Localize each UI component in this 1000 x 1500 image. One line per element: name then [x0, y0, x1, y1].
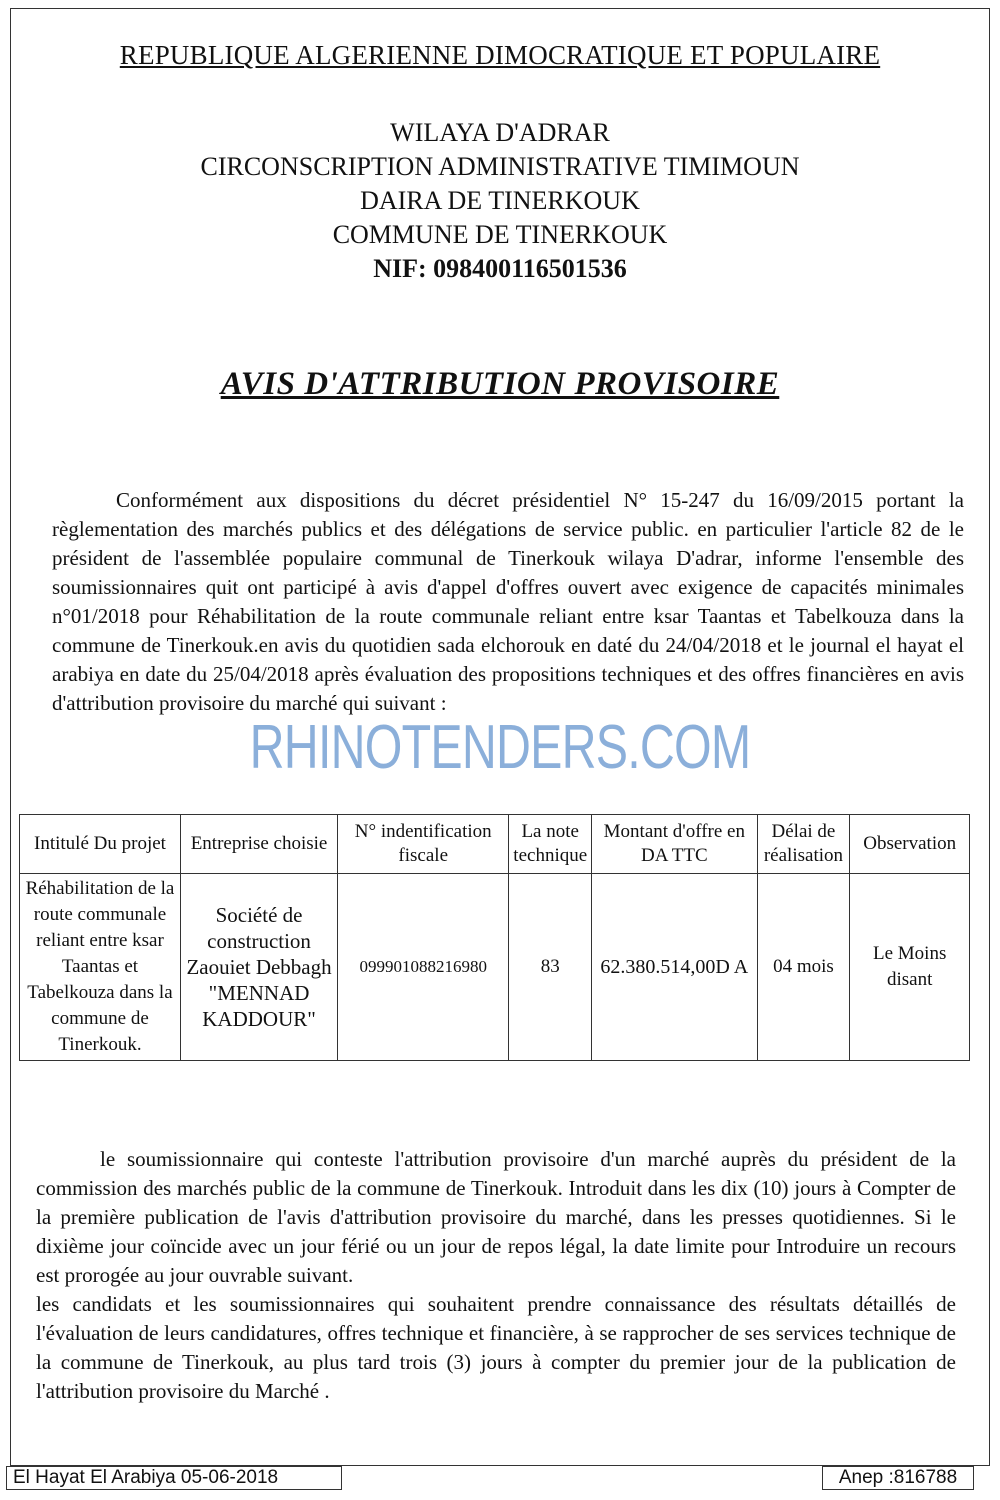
conclusion-block [36, 1145, 956, 1406]
authority-block [0, 116, 1000, 286]
header-intitule: Intitulé Du projet [20, 815, 181, 874]
daira-line: DAIRA DE TINERKOUK [360, 186, 640, 215]
table-row [20, 874, 970, 1061]
cell-observation: Le Moins disant [850, 874, 970, 1061]
republic-heading: REPUBLIQUE ALGERIENNE DIMOCRATIQUE ET POPULAIRE [119, 40, 881, 70]
cell-intitule: Réhabilitation de la route communale reliant entre ksar Taantas et Tabelkouza dans la commune de Tinerkouk. [20, 874, 181, 1061]
commune-line: COMMUNE DE TINERKOUK [332, 220, 668, 249]
nif-line: NIF: 098400116501536 [373, 254, 627, 283]
header-observation: Observation [850, 815, 970, 874]
intro-paragraph: Conformément aux dispositions du décret présidentiel N° 15-247 du 16/09/2015 portant la règlementation des marchés publics et des délégations de service public. en particulier l'article 82 de le président de l'assemblée populaire communal de Tinerkouk wilaya D'adrar, informe l'ensemble des soumissionnaires quit ont participé à avis d'appel d'offres ouvert avec exigence de capacités minimales n°01/2018 pour Réhabilitation de la route communale reliant entre ksar Taantas et Tabelkouza dans la commune de Tinerkouk.en avis du quotidien sada elchorouk en daté du 24/04/2018 et le journal el hayat el arabiya en date du 25/04/2018 après évaluation des propositions techniques et des offres financières en avis d'attribution provisoire du marché qui suivant : [52, 488, 964, 715]
circonscription-line: CIRCONSCRIPTION ADMINISTRATIVE TIMIMOUN [200, 152, 800, 181]
header-identification: N° indentification fiscale [338, 815, 509, 874]
recourse-paragraph: le soumissionnaire qui conteste l'attribution provisoire d'un marché auprès du président de la commission des marchés public de la commune de Tinerkouk. Introduit dans les dix (10) jours à Compter de la première publication de l'avis d'attribution provisoire du marché, dans les presses quotidiennes. Si le dixième jour coïncide avec un jour férié ou un jour de repos légal, la date limite pour Introduire un recours est prorogée au jour ouvrable suivant. [36, 1147, 956, 1287]
cell-entreprise: Société de construction Zaouiet Debbagh "MENNAD KADDOUR" [180, 874, 337, 1061]
consultation-paragraph: les candidats et les soumissionnaires qui souhaitent prendre connaissance des résultats détaillés de l'évaluation de leurs candidatures, offres technique et financière, à se rapprocher de ses services technique de la commune de Tinerkouk, au plus tard trois (3) jours à compter du premier jour de la publication de l'attribution provisoire du Marché . [36, 1292, 956, 1403]
award-table [19, 814, 970, 1061]
wilaya-line: WILAYA D'ADRAR [390, 118, 610, 147]
publication-source: El Hayat El Arabiya 05-06-2018 [6, 1466, 342, 1490]
anep-reference: Anep :816788 [822, 1466, 974, 1490]
header-montant: Montant d'offre en DA TTC [592, 815, 757, 874]
cell-delai: 04 mois [757, 874, 850, 1061]
cell-identification: 099901088216980 [338, 874, 509, 1061]
header-note: La note technique [509, 815, 592, 874]
document-title: AVIS D'ATTRIBUTION PROVISOIRE [220, 366, 780, 402]
cell-note: 83 [509, 874, 592, 1061]
cell-montant: 62.380.514,00D A [592, 874, 757, 1061]
header-entreprise: Entreprise choisie [180, 815, 337, 874]
header-delai: Délai de réalisation [757, 815, 850, 874]
table-header-row [20, 815, 970, 874]
watermark: RHINOTENDERS.COM [249, 713, 751, 782]
